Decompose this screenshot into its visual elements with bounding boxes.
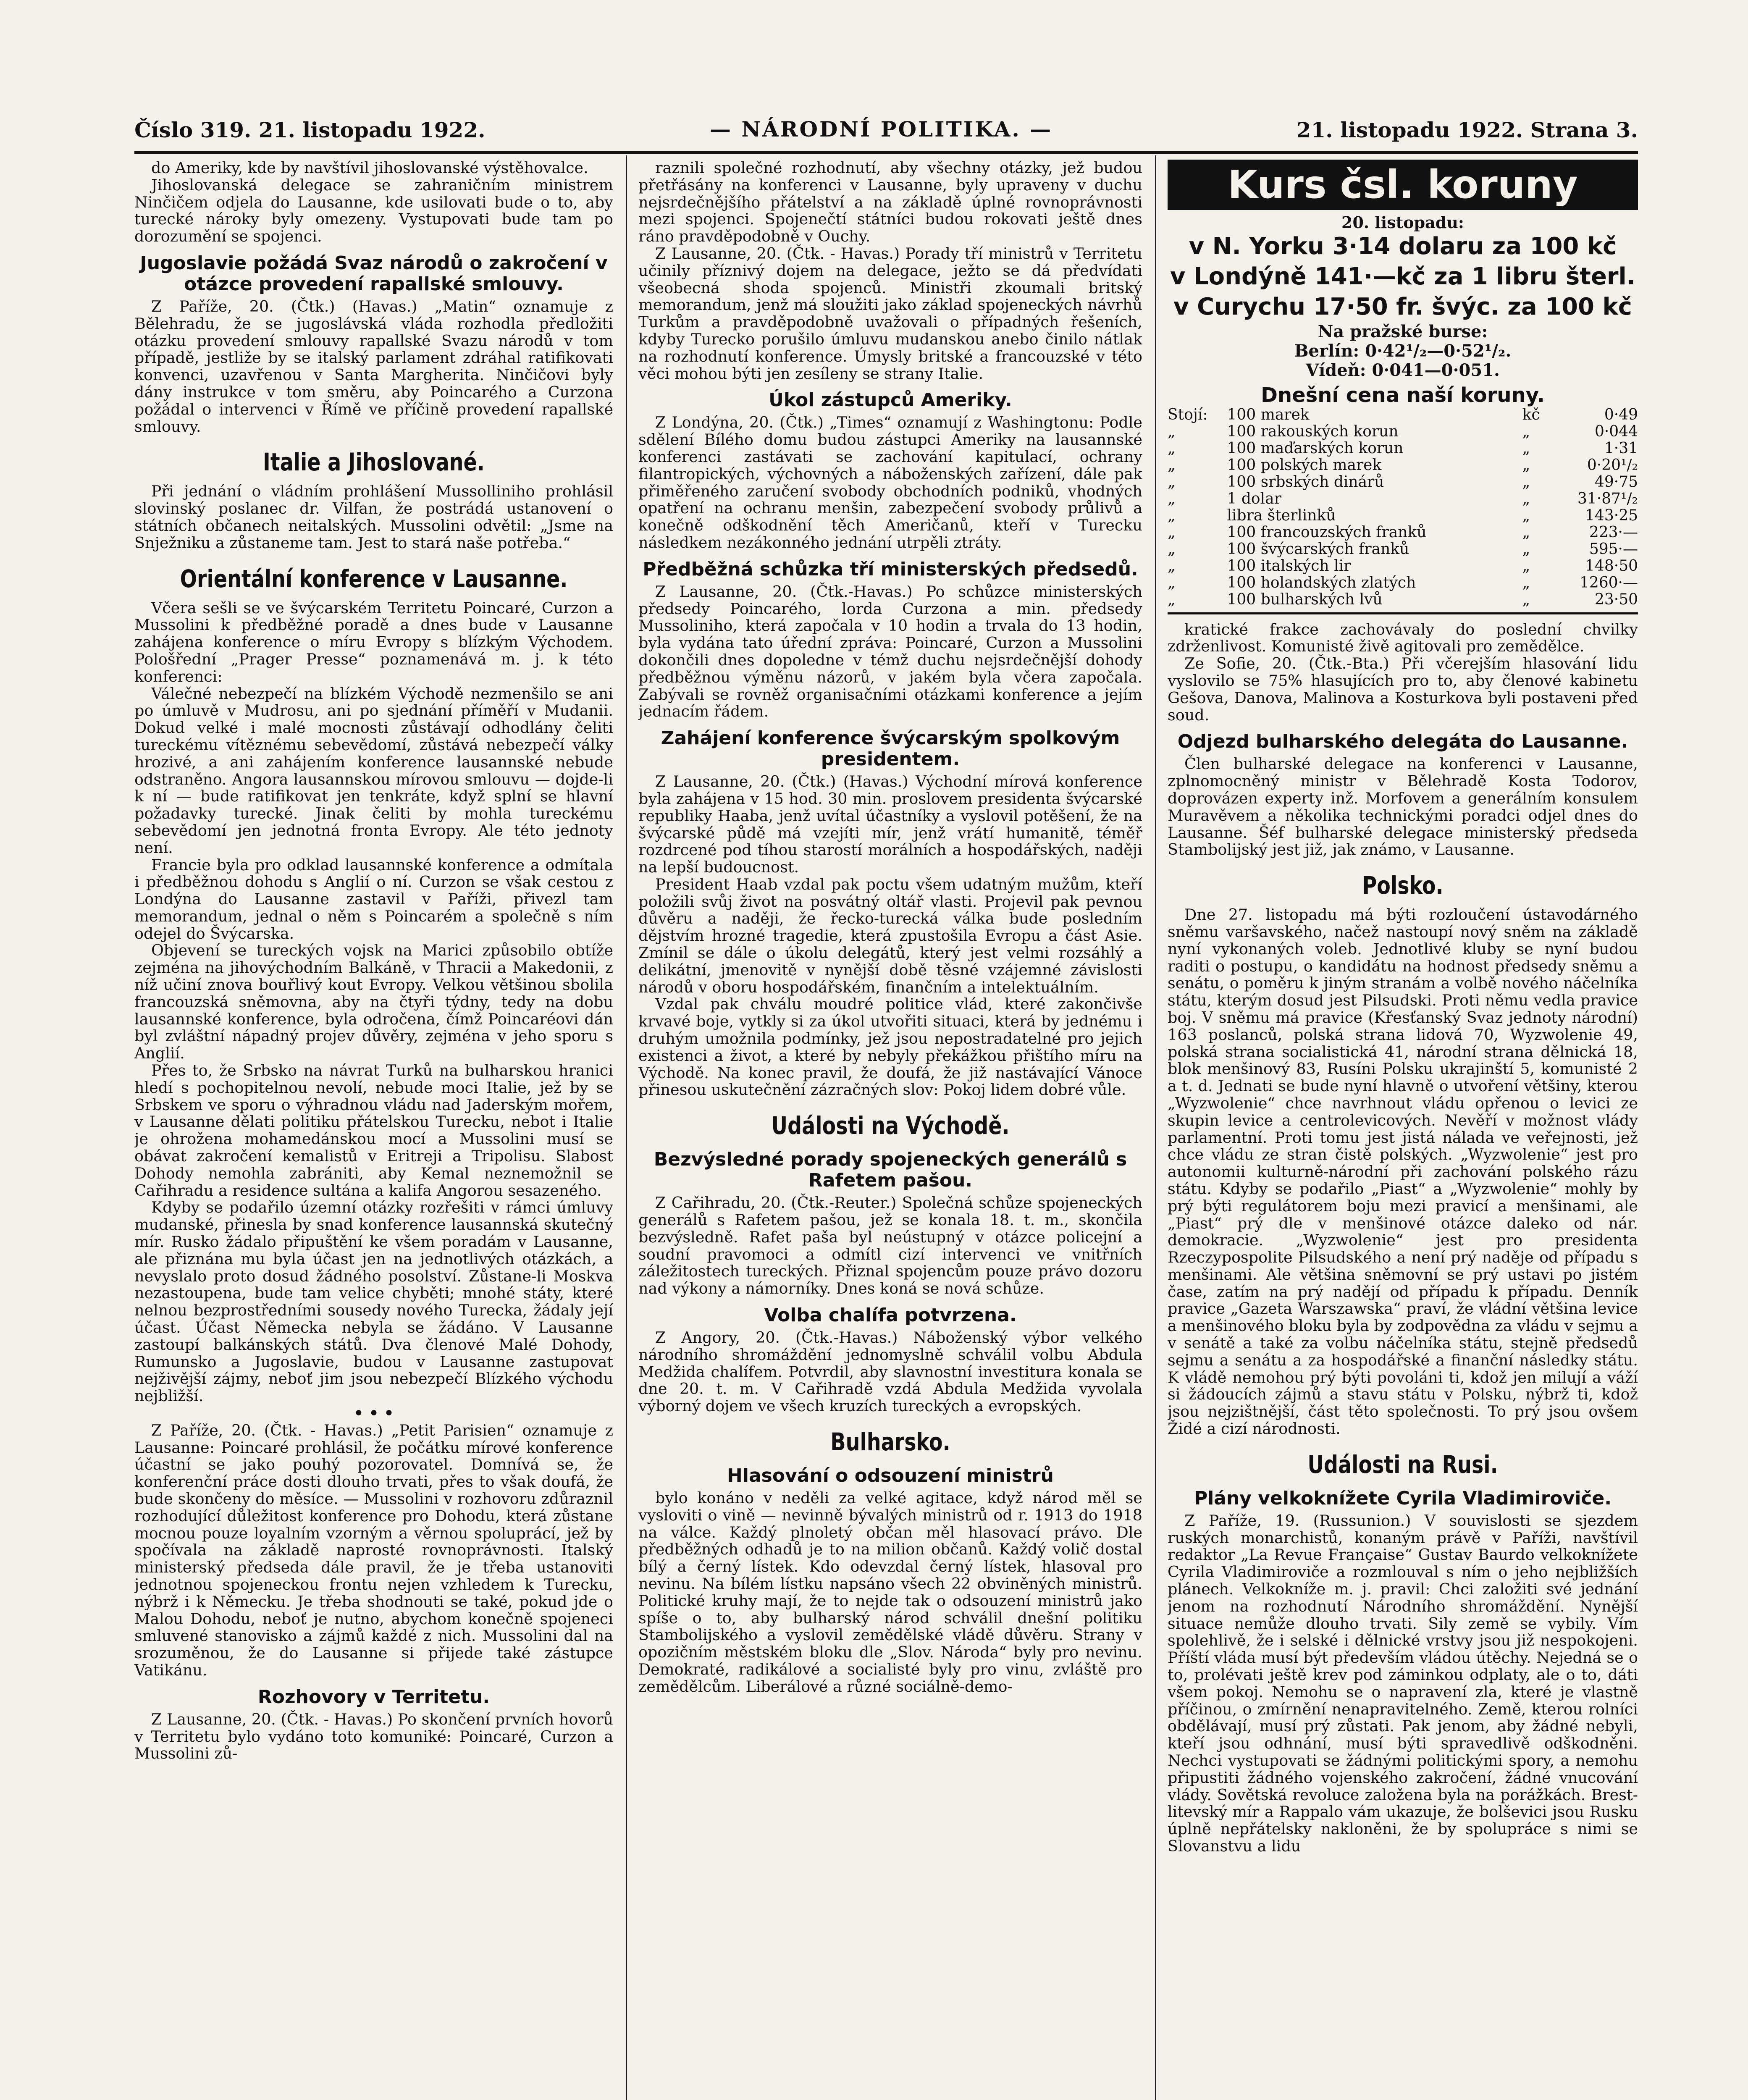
currency-name: 100 italských lir [1227,557,1351,575]
unit: „ [1522,456,1530,474]
article-paragraph: Vzdal pak chválu moudré politice vlád, které zakončivše krvavé boje, vytkly si za úkol utvořiti situaci, která by jednému i druhým umožnila podmínky, jež jsou nepostradatelné pro jejich existenci a život, a které by nebyly překážkou přištího míru na Východě. Na konec pravil, že doufá, že již nastávající Vánoce přinesou uskutečnění zázračných slov: Pokoj lidem dobré vůle. [638,995,1142,1099]
value-prefix: „ [1168,557,1176,575]
article-paragraph: President Haab vzdal pak poctu všem udatným mužům, kteří položili svůj život na posvátný oltář vlasti. Projevil pak pevnou důvěru a naději, že řecko-turecká válka bude posledním dějstvím hrozné tragedie, která zpustošila Evropu a část Asie. Zmínil se dále o úkolu delegátů, který jest velmi rozsáhlý a delikátní, jmenovitě v nynější době těsné vzájemné závislosti národů v oboru hospodářském, finančním a intelektuálním. [638,875,1142,996]
value-row [1168,440,1638,457]
koruna-value-table [1168,407,1638,608]
article-headline: Rozhovory v Territetu. [257,1686,490,1708]
header-masthead: — NÁRODNÍ POLITIKA. — [710,117,1053,142]
value-row [1168,491,1638,507]
column-rule [1155,155,1156,2100]
exchange-rate-line: v N. Yorku 3·14 dolaru za 100 kč [1189,232,1617,260]
unit: „ [1522,439,1530,457]
article-paragraph: Z Lausanne, 20. (Čtk.-Havas.) Po schůzce ministerských předsedy Poincarého, lorda Curzona a min. předsedy Mussoliniho, která započala v 10 hodin a trvala do 13 hodin, byla vydána tato úřední zpráva: Poincaré, Curzon a Mussolini dokončili dnes dopoledne v témž duchu nejsrdečnější dohody předběžnou výměnu názorů, v jakém byla včera započala. Zabývali se rovněž organisačními otázkami konference a jejím jednacím řádem. [638,582,1142,721]
article-paragraph: Ze Sofie, 20. (Čtk.-Bta.) Při včerejším hlasování lidu vyslovilo se 75% hlasujících pro to, aby členové kabinetu Gešova, Danova, Malinova a Kosturkova byli postaveni před soud. [1168,654,1638,724]
value-row [1168,575,1638,591]
value-prefix: „ [1168,574,1176,591]
value-row [1168,507,1638,524]
price: 49·75 [1594,473,1638,491]
price: 143·25 [1585,507,1638,524]
column-rule [626,155,627,2100]
header-page-number: 21. listopadu 1922. Strana 3. [1296,118,1638,142]
price: 31·87¹/₂ [1577,490,1638,507]
section-headline: Události na Rusi. [1307,1450,1498,1479]
currency-name: 100 bulharských lvů [1227,591,1383,608]
currency-name: 100 holandských zlatých [1227,574,1416,591]
currency-name: 100 maďarských korun [1227,439,1404,457]
burse-title: Na pražské burse: [1318,321,1488,341]
currency-name: libra šterlinků [1227,507,1336,524]
unit: kč [1522,406,1540,423]
currency-name: 1 dolar [1227,490,1281,507]
exchange-rate-date: 20. listopadu: [1341,213,1464,232]
value-prefix: „ [1168,591,1176,608]
page-header [134,113,1638,154]
article-headline: Úkol zástupců Ameriky. [769,389,1012,411]
unit: „ [1522,557,1530,575]
divider [1168,612,1638,614]
unit: „ [1522,490,1530,507]
section-separator: • • • [354,1404,394,1422]
unit: „ [1522,523,1530,541]
currency-name: 100 švýcarských franků [1227,540,1409,558]
article-paragraph: Z Lausanne, 20. (Čtk.) (Havas.) Východní mírová konference byla zahájena v 15 hod. 30 min. proslovem presidenta švýcarské republiky Haaba, jenž uvítal účastníky a vyslovil potěšení, že na švýcarské půdě má vzejíti mír, jenž vrátí humanitě, téměř rozdrcené pod tíhou starostí morálních a hospodářských, naději na lepší budoucnost. [638,772,1142,877]
price: 0·044 [1594,423,1638,440]
value-prefix: „ [1168,439,1176,457]
section-headline: Polsko. [1362,871,1444,900]
article-paragraph: Přes to, že Srbsko na návrat Turků na bulharskou hranici hledí s pochopitelnou nevolí, nebude moci Italie, jež by se Srbskem ve sporu o výhradnou vládu nad Jaderským mořem, v Lausanne dělati politiku přátelskou Turecku, nebot i Italie je ohrožena mohamedánskou mocí a Mussolini musí se obávat zakročení kemalistů v Eritreji a Tripolisu. Slabost Dohody nemohla zabrániti, aby Kemal neznemožnil se Cařihradu a residence sultána a kalifa Angorou sesazeného. [134,1061,613,1200]
article-paragraph: do Ameriky, kde by navštívil jihoslovanské výstěhovalce. [151,160,588,177]
article-paragraph: Z Paříže, 19. (Russunion.) V souvislosti se sjezdem ruských monarchistů, konaným právě v Paříži, navštívil redaktor „La Revue Française“ Gustav Baurdo velkoknížete Cyrila Vladimiroviče a rozmlouval s ním o jeho nejbližších plánech. Velkokníže m. j. pravil: Chci založiti své jednání jenom na rozhodnutí Národního shromáždění. Nynější situace nemůže dlouho trvati. Sily země se vybily. Vím spolehlivě, že i selské i dělnické vrstvy jsou již nespokojeni. Příští vláda musí být především vládou útěchy. Nejedná se o to, prolévati ještě krev pod záminkou odplaty, ale o to, dáti všem pokoj. Nemohu se o napravení zla, které je vlastně příčinou, o zmírnění nenapravitelného. Země, kterou rolníci obdělávají, musí prý zůstati. Pak jenom, aby žádné nebyli, kteří jsou odhnání, musí býti spravedlivě odškodněni. Nechci vystupovati se žádnými politickými spory, a nemohu připustiti žádného vojenského zakročení, žádné vnucování vlády. Sovětská revoluce založena byla na porážkách. Brest-litevský mír a Rappalo vám ukazuje, že bolševici jsou Rusku úplně nepřátelsky nakloněni, že by spolupráce s nimi se Slovanstvu a lidu [1168,1511,1638,1855]
currency-name: 100 polských marek [1227,456,1382,474]
price: 0·49 [1604,406,1638,423]
article-paragraph: Objevení se tureckých vojsk na Marici způsobilo obtíže zejména na jihovýchodním Balkáně, v Thracii a Makedonii, z níž učiní znova bouřlivý kout Evropy. Velkou většinou sbolila francouzská sněmovna, aby na čtyři týdny, tedy na dobu lausannské konference, byla odročena, čímž Poincaréovi dán byl zvláštní nápadný projev důvěry, zejména v jeho sporu s Anglií. [134,941,613,1063]
section-headline: Italie a Jihoslované. [263,448,485,477]
article-paragraph: kratické frakce zachovávaly do poslední chvilky zdrženlivost. Komunisté živě agitovali pro zemědělce. [1168,620,1638,656]
value-prefix: „ [1168,523,1176,541]
column-2 [638,160,1142,2100]
article-headline: Jugoslavie požádá Svaz národů o zakročení v otázce provedení rapallské smlouvy. [140,252,608,295]
unit: „ [1522,591,1530,608]
unit: „ [1522,574,1530,591]
value-row [1168,474,1638,491]
article-paragraph: Kdyby se podařilo územní otázky rozřešiti v rámci úmluvy mudanské, přinesla by snad konference lausannská skutečný mír. Rusko žádalo připuštění ke všem poradám v Lausanne, ale přiznána mu byla účast jen na jednotlivých otázkách, a nevyslalo proto dosud žádného posolství. Zůstane-li Moskva nezastoupena, bude tam velice chyběti; mnohé státy, které nelnou bezprostředními sousedy nového Turecka, žádaly její účast. Účast Německa nebyla se žádáno. V Lausanne zastoupí balkánských států. Dva členové Malé Dohody, Rumunsko a Jugoslavie, budou v Lausanne zastupovat nejživější zájmy, neboť jim jsou nebezpečí Blízkého východu nejbližší. [134,1198,613,1405]
value-row [1168,407,1638,423]
exchange-rate-line: v Curychu 17·50 fr. švýc. za 100 kč [1173,293,1632,320]
value-prefix: Stojí: [1168,406,1208,423]
value-row [1168,541,1638,558]
article-paragraph: Z Paříže, 20. (Čtk.) (Havas.) „Matin“ oznamuje z Bělehradu, že se jugoslávská vláda rozhodla předložiti otázku provedení smlouvy rapallské Svazu národů v tom případě, jestliže by se italský parlament zdráhal ratifikovati konvenci, uzavřenou v Santa Margherita. Ninčičovi byly dány instrukce v tom směru, aby Poincarého a Curzona požádal o intervenci v Římě ve příčině provedení rapallské smlouvy. [134,297,613,436]
article-paragraph: raznili společné rozhodnutí, aby všechny otázky, jež budou přetřásány na konferenci v Lausanne, byly upraveny v duchu nejsrdečnějšího přátelství a na základě úplné rovnoprávnosti mezi spojenci. Spojenečtí státníci budou rokovati ještě dnes ráno pravděpodobně v Ouchy. [638,160,1142,246]
price: 223·— [1589,523,1638,541]
article-paragraph: Včera sešli se ve švýcarském Territetu Poincaré, Curzon a Mussolini k předběžné poradě a dnes bude v Lausanne zahájena konference o míru Evropy s blízkým Východem. Pološřední „Prager Presse“ poznamenává m. j. k této konferenci: [134,598,613,685]
article-paragraph: Při jednání o vládním prohlášení Mussolliniho prohlásil slovinský poslanec dr. Vilfan, že postrádá ustanovení o státních občanech neitalských. Mussolini odvětil: „Jsme na Snježniku a zůstaneme tam. Jest to stará naše potřeba.“ [134,482,613,552]
value-prefix: „ [1168,423,1176,440]
article-paragraph: Člen bulharské delegace na konferenci v Lausanne, zplnomocněný ministr v Bělehradě Kosta Todorov, doprovázen experty inž. Morfovem a generálním konsulem Muravěvem a několika technickými poradci odjel dnes do Lausanne. Šéf bulharské delegace ministerský předseda Stambolijský jest již, jak známo, v Lausanne. [1168,755,1638,859]
burse-line: Vídeň: 0·041—0·051. [1306,360,1500,380]
article-paragraph: Z Londýna, 20. (Čtk.) „Times“ oznamují z Washingtonu: Podle sdělení Bílého domu budou zástupci Ameriky na lausannské konferenci zastávati se zachování kapitulací, ochrany filantropických, výchovných a náboženských zařízení, dále pak přiměřeného zaručení svobody obchodních podniků, vhodných opatření na ochranu menšin, zabezpečení svobody průlivů a konečně odškodnění těch Američanů, kteří v Turecku následkem nezákonného jednání utrpěli ztráty. [638,413,1142,551]
value-prefix: „ [1168,490,1176,507]
value-prefix: „ [1168,456,1176,474]
article-headline: Zahájení konference švýcarským spolkovým presidentem. [661,727,1120,770]
value-row [1168,457,1638,474]
column-3 [1168,160,1638,2100]
article-paragraph: Z Paříže, 20. (Čtk. - Havas.) „Petit Parisien“ oznamuje z Lausanne: Poincaré prohlásil, že počátku mírové konference účastní se jako pouhý pozorovatel. Domnívá se, že konferenční práce dosti dlouho trvati, přes to však doufá, že bude skončeny do měsíce. — Mussolini v rozhovoru zdůraznil rozhodující důležitost konference pro Dohodu, která zůstane mocnou pouze loyalním vzorným a věrnou spoluprácí, jež by spočívala na základě naprosté rovnoprávnosti. Italský ministerský předseda dále pravil, že je třeba ustanoviti jednotnou spojeneckou frontu nejen vzhledem k Turecku, nýbrž i k Německu. Je třeba shodnouti se také, pokud jde o Malou Dohodu, neboť je nutno, abychom konečně spojeneci smluvené stanovisko a zájmů každé z nich. Mussolini dal na srozuměnou, že do Lausanne si přijede také zástupce Vatikánu. [134,1421,613,1679]
value-prefix: „ [1168,507,1176,524]
header-issue: Číslo 319. 21. listopadu 1922. [134,118,486,142]
exchange-rate-title: Kurs čsl. koruny [1168,160,1638,210]
article-headline: Volba chalífa potvrzena. [764,1305,1017,1326]
currency-name: 100 francouzských franků [1227,523,1427,541]
value-prefix: „ [1168,540,1176,558]
koruna-value-title: Dnešní cena naší koruny. [1261,383,1545,407]
price: 595·— [1589,540,1638,558]
unit: „ [1522,507,1530,524]
article-paragraph: Francie byla pro odklad lausannské konference a odmítala i předběžnou dohodu s Anglií o ní. Curzon se však cestou z Londýna do Lausanne zastavil v Paříži, přivezl tam memorandum, jednal o něm s Poincarém a společně s ním odejel do Švýcarska. [134,856,613,942]
article-paragraph: Z Lausanne, 20. (Čtk. - Havas.) Po skončení prvních hovorů v Territetu bylo vydáno toto komuniké: Poincaré, Curzon a Mussolini zů- [134,1710,613,1763]
price: 23·50 [1594,591,1638,608]
column-1 [134,160,613,2100]
value-row [1168,591,1638,608]
currency-name: 100 rakouských korun [1227,423,1399,440]
article-headline: Plány velkoknížete Cyrila Vladimiroviče. [1194,1487,1612,1509]
price: 148·50 [1585,557,1638,575]
unit: „ [1522,473,1530,491]
article-paragraph: Jihoslovanská delegace se zahraničním ministrem Ninčičem odjela do Lausanne, kde usilovati bude o to, aby turecké nároky byly omezeny. Vystupovati bude tam po dorozumění se spojenci. [134,176,613,246]
article-headline: Předběžná schůzka tří ministerských předsedů. [643,558,1138,580]
currency-name: 100 srbských dinárů [1227,473,1384,491]
article-headline: Bezvýsledné porady spojeneckých generálů s Rafetem pašou. [654,1149,1127,1192]
section-headline: Bulharsko. [830,1428,950,1457]
column-3-articles [1168,621,1638,1855]
article-paragraph: Dne 27. listopadu má býti rozloučení ústavodárného sněmu varšavského, načež nastoupí nový sněm na základě nyní vykonaných voleb. Jednotlivé kluby se nyní budou raditi o postupu, o kandidátu na hodnost předsedy sněmu a senátu, o poměru k jiným stranám a volbě nového náčelníka státu, kterým dosud jest Pilsudski. Proti němu vedla pravice boj. V sněmu má pravice (Křesťanský Svaz jednoty národní) 163 poslanců, polská strana lidová 70, Wyzwolenie 49, polská strana socialistická 41, národní strana dělnická 18, blok menšinový 83, Rusíni Polsku ukrajinští 5, komunisté 2 a t. d. Jednati se bude nyní hlavně o utvoření většiny, kterou „Wyzwolenie“ chce navrhnout vládu opřenou o levici ze skupin levice a centrolevicových. Nevěří v možnost vlády parlamentní. Proti tomu jest jistá nálada ve veřejnosti, jež chce vládu ze stran čistě polských. „Wyzwolenie“ jest pro autonomii kulturně-národní při zachování polského rázu státu. Kdyby se podařilo „Piast“ a „Wyzwolenie“ mohly by prý býti regulátorem boju mezi pravicí a menšinami, ale „Piast“ prý dle v menšinové otázce daleko od nár. demokracie. „Wyzwolenie“ jest pro presidenta Rzeczypospolite Pilsudského a není prý naděje od případu s menšinami. Ale většina sněmovní se prý ustavi po jistém čase, zatím na prý nadějí od případu k případu. Denník pravice „Gazeta Warszawska“ praví, že vládní většina levice a menšinového bloku byla by zodpovědna za vládu v sejmu a v senátě a také za volbu náčelníka státu, stejně předsedů sejmu a senátu a za hospodářské a finanční následky státu. K vládě nemohou prý býti povoláni ti, kdož jen milují a váží si žádoucích zájmů a stavu státu v Polsku, nýbrž ti, kdož jsou nejzištnější, část těto společnosti. To prý jsou ovšem Židé a cizí národnosti. [1168,906,1638,1438]
article-paragraph: Z Cařihradu, 20. (Čtk.-Reuter.) Společná schůze spojeneckých generálů s Rafetem pašou, jež se konala 18. t. m., skončila bezvýsledně. Rafet paša byl neústupný v otázce policejní a soudní pravomoci a odmítl cizí intervenci ve vnitřních záležitostech tureckých. Přiznal spojencům pouze právo dozoru nad výkony a námorníky. Dnes koná se nová schůze. [638,1194,1142,1298]
unit: „ [1522,423,1530,440]
value-row [1168,524,1638,541]
price: 1260·— [1579,574,1638,591]
article-paragraph: Válečné nebezpečí na blízkém Východě nezmenšilo se ani po úmluvě v Mudrosu, ani po sjednání příměří v Mudanii. Dokud velké i malé mocnosti zůstávají odhodlány čeliti tureckému vítěznému sebevědomí, zůstává nebezpečí války hrozivé, a ani zahájením konference lausannské nebude odstraněno. Angora lausannskou mírovou smlouvu — dojde-li k ní — bude ratifikovat jen tenkráte, když splní se hlavní požadavky turecké. Jinak čeliti by mohla tureckému sebevědomí jen jednotná fronta Evropy. Ale této jednoty není. [134,684,613,857]
burse-line: Berlín: 0·42¹/₂—0·52¹/₂. [1294,341,1512,361]
exchange-rate-line: v Londýně 141·—kč za 1 libru šterl. [1170,262,1636,290]
article-paragraph: Z Angory, 20. (Čtk.-Havas.) Náboženský výbor velkého národního shromáždění jednomyslně schválil volbu Abdula Medžida chalífem. Potvrdil, aby slavnostní investitura konala se dne 20. t. m. V Cařihradě vzdá Abdula Medžida vyvolala výborný dojem ve všech kruzích tureckých a evropských. [638,1328,1142,1415]
article-headline: Hlasování o odsouzení ministrů [727,1465,1054,1487]
article-headline: Odjezd bulharského delegáta do Lausanne. [1177,731,1628,753]
value-row [1168,423,1638,440]
price: 1·31 [1604,439,1638,457]
value-row [1168,558,1638,575]
section-headline: Události na Východě. [771,1111,1010,1140]
section-headline: Orientální konference v Lausanne. [180,564,568,593]
value-prefix: „ [1168,473,1176,491]
article-paragraph: Z Lausanne, 20. (Čtk. - Havas.) Porady tří ministrů v Territetu učinily příznivý dojem na delegace, ježto se dá předvídati všeobecná shoda spojenců. Ministři zkoumali britský memorandum, jenž má sloužiti jako základ spojeneckých návrhů Turkům a pravděpodobně uvažovali o případných řešeních, kdyby Turecko porušilo úmluvu mudanskou anebo činilo nátlak na rozhodnutí konference. Úmysly britské a francouzské v této věci mohou býti jen zesíleny se strany Italie. [638,244,1142,383]
price: 0·20¹/₂ [1587,456,1638,474]
article-paragraph: bylo konáno v neděli za velké agitace, když národ měl se vysloviti o vině — nevinně bývalých ministrů od r. 1913 do 1918 na válce. Každý plnoletý občan měl hlasovací právo. Dle předběžných odhadů je to na milion občanů. Každý volič dostal bílý a černý lístek. Kdo odevzdal černý lístek, hlasoval pro nevinu. Na bílém lístku napsáno všech 22 obviněných ministrů. Politické kruhy mají, že to nejde tak o odsouzení ministrů jako spíše o to, aby bulharský národ schválil dnešní politiku Stambolijského a vyslovil zemědělské vládě důvěru. Strany v opozičním městském bloku dle „Slov. Národa“ byly pro nevinu. Demokraté, radikálové a socialisté byly pro vinu, zvláště pro zemědělcům. Liberálové a různé sociálně-demo- [638,1489,1142,1696]
unit: „ [1522,540,1530,558]
currency-name: 100 marek [1227,406,1310,423]
